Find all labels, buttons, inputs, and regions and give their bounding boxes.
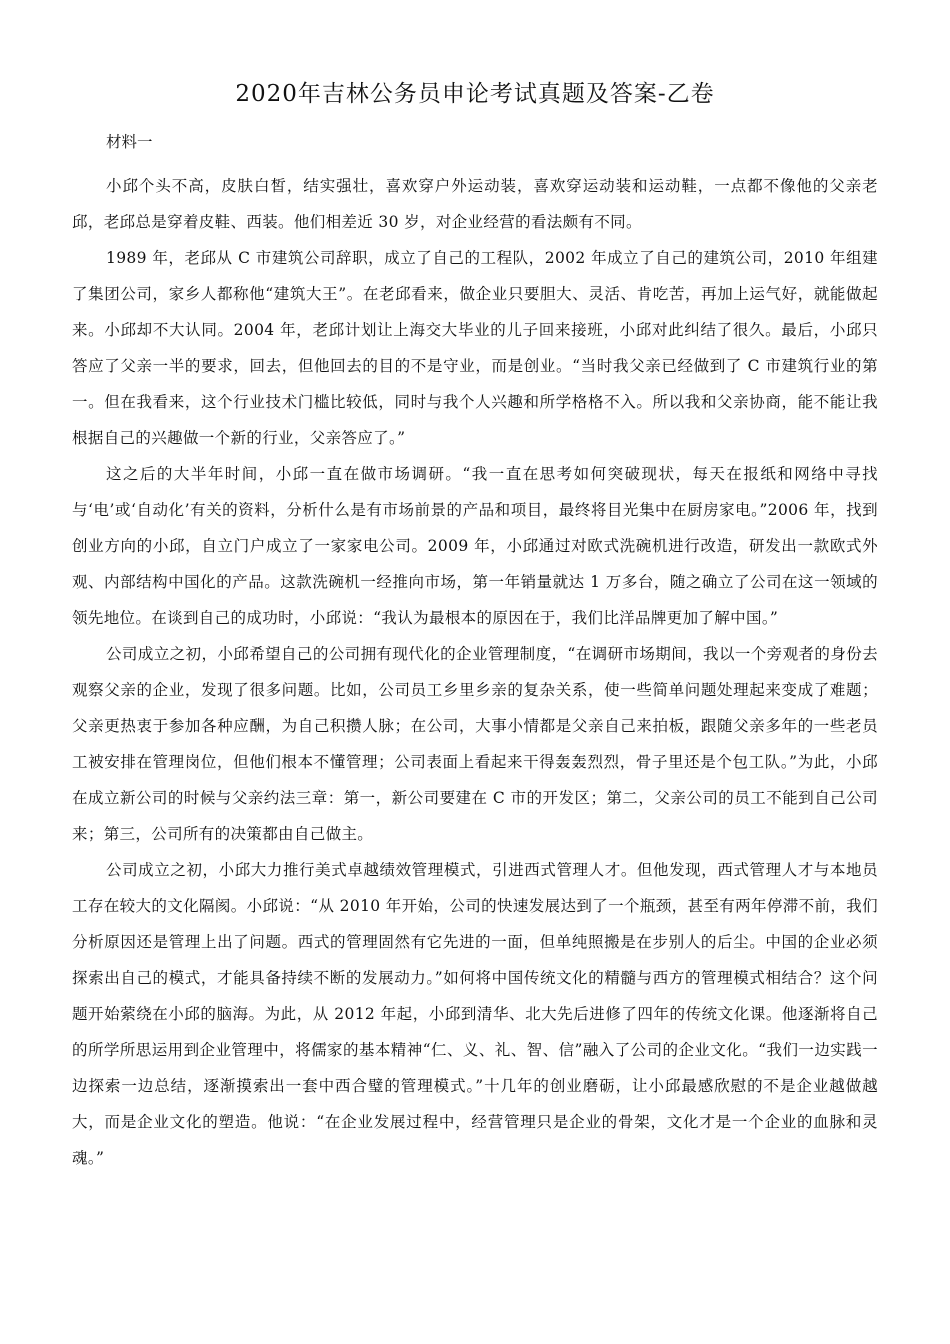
paragraph-3: 这之后的大半年时间，小邱一直在做市场调研。“我一直在思考如何突破现状，每天在报纸和网络中寻找与‘电’或‘自动化’有关的资料，分析什么是有市场前景的产品和项目，最终将目光集中在厨房家电。”2006 年，找到创业方向的小邱，自立门户成立了一家家电公司。2009 年，小邱通过对欧式洗碗机进行改造，研发出一款欧式外观、内部结构中国化的产品。这款洗碗机一经推向市场，第一年销量就达 1 万多台，随之确立了公司在这一领域的领先地位。在谈到自己的成功时，小邱说：“我认为最根本的原因在于，我们比洋品牌更加了解中国。” (72, 465, 878, 627)
paragraph-5: 公司成立之初，小邱大力推行美式卓越绩效管理模式，引进西式管理人才。但他发现，西式管理人才与本地员工存在较大的文化隔阂。小邱说：“从 2010 年开始，公司的快速发展达到了一个瓶颈，甚至有两年停滞不前，我们分析原因还是管理上出了问题。西式的管理固然有它先进的一面，但单纯照搬是在步别人的后尘。中国的企业必须探索出自己的模式，才能具备持续不断的发展动力。”如何将中国传统文化的精髓与西方的管理模式相结合？这个问题开始萦绕在小邱的脑海。为此，从 2012 年起，小邱到清华、北大先后进修了四年的传统文化课。他逐渐将自己的所学所思运用到企业管理中，将儒家的基本精神“仁、义、礼、智、信”融入了公司的企业文化。“我们一边实践一边探索一边总结，逐渐摸索出一套中西合璧的管理模式。”十几年的创业磨砺，让小邱最感欣慰的不是企业越做越大，而是企业文化的塑造。他说：“在企业发展过程中，经营管理只是企业的骨架，文化才是一个企业的血脉和灵魂。” (72, 861, 878, 1167)
paragraph-2: 1989 年，老邱从 C 市建筑公司辞职，成立了自己的工程队，2002 年成立了自己的建筑公司，2010 年组建了集团公司，家乡人都称他“建筑大王”。在老邱看来，做企业只要胆大、灵活、肯吃苦，再加上运气好，就能做起来。小邱却不大认同。2004 年，老邱计划让上海交大毕业的儿子回来接班，小邱对此纠结了很久。最后，小邱只答应了父亲一半的要求，回去，但他回去的目的不是守业，而是创业。“当时我父亲已经做到了 C 市建筑行业的第一。但在我看来，这个行业技术门槛比较低，同时与我个人兴趣和所学格格不入。所以我和父亲协商，能不能让我根据自己的兴趣做一个新的行业，父亲答应了。” (72, 249, 878, 447)
paragraph-4: 公司成立之初，小邱希望自己的公司拥有现代化的企业管理制度，“在调研市场期间，我以一个旁观者的身份去观察父亲的企业，发现了很多问题。比如，公司员工乡里乡亲的复杂关系，使一些简单问题处理起来变成了难题；父亲更热衷于参加各种应酬，为自己积攒人脉；在公司，大事小情都是父亲自己来拍板，跟随父亲多年的一些老员工被安排在管理岗位，但他们根本不懂管理；公司表面上看起来干得轰轰烈烈，骨子里还是个包工队。”为此，小邱在成立新公司的时候与父亲约法三章：第一，新公司要建在 C 市的开发区；第二，父亲公司的员工不能到自己公司来；第三，公司所有的决策都由自己做主。 (72, 645, 878, 843)
page-title: 2020年吉林公务员申论考试真题及答案-乙卷 (235, 81, 715, 107)
section-label: 材料一 (106, 133, 153, 151)
paragraph-1: 小邱个头不高，皮肤白皙，结实强壮，喜欢穿户外运动装，喜欢穿运动装和运动鞋，一点都不像他的父亲老邱，老邱总是穿着皮鞋、西装。他们相差近 30 岁，对企业经营的看法颇有不同。 (72, 177, 878, 231)
